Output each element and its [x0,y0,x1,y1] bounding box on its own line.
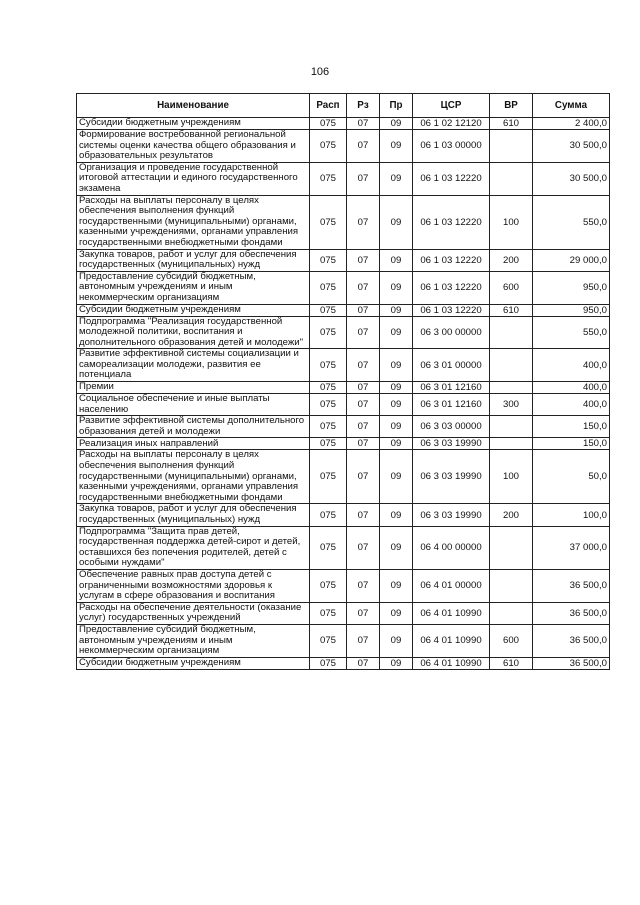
row-csr: 06 3 03 19990 [413,450,490,504]
row-rasp: 075 [310,349,347,382]
row-rasp: 075 [310,416,347,438]
row-csr: 06 3 01 12160 [413,394,490,416]
row-pr: 09 [380,349,413,382]
table-row [77,504,610,526]
row-rz: 07 [347,382,380,394]
row-sum: 36 500,0 [533,569,610,602]
row-vr [490,349,533,382]
header-name: Наименование [77,94,310,118]
row-rz: 07 [347,450,380,504]
row-rz: 07 [347,118,380,130]
row-vr: 200 [490,249,533,271]
row-pr: 09 [380,438,413,450]
row-rz: 07 [347,162,380,195]
row-csr: 06 4 01 00000 [413,569,490,602]
row-pr: 09 [380,569,413,602]
row-vr: 100 [490,195,533,249]
header-rz: Рз [347,94,380,118]
row-sum: 36 500,0 [533,602,610,624]
row-sum: 400,0 [533,394,610,416]
row-rz: 07 [347,657,380,669]
row-name: Подпрограмма "Защита прав детей, государственная поддержка детей-сирот и детей, оставшихся без попечения родителей, детей с особыми нуждами" [77,526,310,569]
row-rz: 07 [347,195,380,249]
row-name: Расходы на обеспечение деятельности (оказание услуг) государственных учреждений [77,602,310,624]
row-rz: 07 [347,504,380,526]
row-rz: 07 [347,394,380,416]
row-csr: 06 4 01 10990 [413,602,490,624]
row-csr: 06 4 01 10990 [413,657,490,669]
header-sum: Сумма [533,94,610,118]
row-rz: 07 [347,438,380,450]
table-header-row [77,94,610,118]
row-csr: 06 4 01 10990 [413,624,490,657]
row-sum: 950,0 [533,304,610,316]
row-rz: 07 [347,316,380,349]
row-rasp: 075 [310,195,347,249]
row-rasp: 075 [310,162,347,195]
row-rasp: 075 [310,271,347,304]
row-pr: 09 [380,130,413,163]
row-csr: 06 3 03 19990 [413,438,490,450]
table-row [77,130,610,163]
row-rz: 07 [347,130,380,163]
row-sum: 550,0 [533,316,610,349]
row-csr: 06 1 03 12220 [413,271,490,304]
row-rasp: 075 [310,394,347,416]
row-name: Реализация иных направлений [77,438,310,450]
row-vr: 610 [490,304,533,316]
row-rasp: 075 [310,382,347,394]
row-rasp: 075 [310,304,347,316]
row-name: Предоставление субсидий бюджетным, автономным учреждениям и иным некоммерческим организациям [77,271,310,304]
row-name: Формирование востребованной региональной системы оценки качества общего образования и образовательных результатов [77,130,310,163]
table-row [77,416,610,438]
row-sum: 100,0 [533,504,610,526]
row-vr [490,569,533,602]
row-csr: 06 3 00 00000 [413,316,490,349]
row-vr [490,602,533,624]
row-sum: 400,0 [533,349,610,382]
row-sum: 29 000,0 [533,249,610,271]
row-pr: 09 [380,602,413,624]
table-row [77,526,610,569]
table-row [77,271,610,304]
row-rz: 07 [347,602,380,624]
table-row [77,569,610,602]
row-rz: 07 [347,416,380,438]
row-csr: 06 1 03 00000 [413,130,490,163]
row-rasp: 075 [310,602,347,624]
table-row [77,162,610,195]
row-pr: 09 [380,394,413,416]
row-name: Расходы на выплаты персоналу в целях обеспечения выполнения функций государственными (муниципальными) органами, казенными учреждениями, органами управления государственными внебюджетными фондами [77,195,310,249]
row-rz: 07 [347,526,380,569]
row-pr: 09 [380,624,413,657]
row-csr: 06 3 01 12160 [413,382,490,394]
row-rz: 07 [347,624,380,657]
row-pr: 09 [380,249,413,271]
row-pr: 09 [380,195,413,249]
row-csr: 06 1 02 12120 [413,118,490,130]
row-vr: 200 [490,504,533,526]
row-pr: 09 [380,271,413,304]
row-csr: 06 1 03 12220 [413,249,490,271]
row-name: Субсидии бюджетным учреждениям [77,304,310,316]
row-csr: 06 1 03 12220 [413,195,490,249]
row-pr: 09 [380,304,413,316]
row-sum: 37 000,0 [533,526,610,569]
row-name: Закупка товаров, работ и услуг для обеспечения государственных (муниципальных) нужд [77,249,310,271]
row-rz: 07 [347,271,380,304]
row-rz: 07 [347,349,380,382]
row-pr: 09 [380,450,413,504]
row-name: Субсидии бюджетным учреждениям [77,657,310,669]
row-rasp: 075 [310,130,347,163]
row-rasp: 075 [310,438,347,450]
row-vr [490,130,533,163]
row-vr [490,438,533,450]
row-csr: 06 3 03 00000 [413,416,490,438]
row-vr: 300 [490,394,533,416]
row-sum: 950,0 [533,271,610,304]
row-csr: 06 3 03 19990 [413,504,490,526]
row-name: Субсидии бюджетным учреждениям [77,118,310,130]
row-rasp: 075 [310,118,347,130]
table-row [77,450,610,504]
table-row [77,316,610,349]
row-name: Развитие эффективной системы дополнительного образования детей и молодежи [77,416,310,438]
table-row [77,602,610,624]
header-pr: Пр [380,94,413,118]
row-vr [490,382,533,394]
row-vr: 610 [490,118,533,130]
row-name: Обеспечение равных прав доступа детей с ограниченными возможностями здоровья к услугам в сфере образования и воспитания [77,569,310,602]
row-rasp: 075 [310,249,347,271]
table-row [77,624,610,657]
row-sum: 36 500,0 [533,624,610,657]
row-sum: 400,0 [533,382,610,394]
row-vr: 610 [490,657,533,669]
row-name: Организация и проведение государственной итоговой аттестации и единого государственного экзамена [77,162,310,195]
row-rasp: 075 [310,316,347,349]
header-vr: ВР [490,94,533,118]
row-rz: 07 [347,569,380,602]
row-vr [490,316,533,349]
row-csr: 06 1 03 12220 [413,304,490,316]
table-row [77,249,610,271]
budget-table [76,93,610,670]
table-row [77,382,610,394]
row-pr: 09 [380,316,413,349]
row-sum: 30 500,0 [533,130,610,163]
row-pr: 09 [380,118,413,130]
table-row [77,394,610,416]
row-name: Развитие эффективной системы социализации и самореализации молодежи, развития ее потенциала [77,349,310,382]
row-rasp: 075 [310,504,347,526]
header-rasp: Расп [310,94,347,118]
header-csr: ЦСР [413,94,490,118]
table-row [77,118,610,130]
table-row [77,438,610,450]
row-vr: 600 [490,624,533,657]
row-csr: 06 3 01 00000 [413,349,490,382]
row-sum: 36 500,0 [533,657,610,669]
row-sum: 150,0 [533,438,610,450]
row-vr [490,526,533,569]
row-csr: 06 1 03 12220 [413,162,490,195]
row-pr: 09 [380,382,413,394]
row-pr: 09 [380,416,413,438]
row-name: Подпрограмма "Реализация государственной молодежной политики, воспитания и дополнительного образования детей и молодежи" [77,316,310,349]
page-number: 106 [310,66,330,78]
row-rz: 07 [347,249,380,271]
row-name: Социальное обеспечение и иные выплаты населению [77,394,310,416]
row-sum: 50,0 [533,450,610,504]
row-name: Премии [77,382,310,394]
row-name: Закупка товаров, работ и услуг для обеспечения государственных (муниципальных) нужд [77,504,310,526]
row-sum: 150,0 [533,416,610,438]
row-rz: 07 [347,304,380,316]
row-sum: 550,0 [533,195,610,249]
row-rasp: 075 [310,624,347,657]
row-vr [490,416,533,438]
row-rasp: 075 [310,450,347,504]
row-rasp: 075 [310,569,347,602]
row-sum: 30 500,0 [533,162,610,195]
table-row [77,304,610,316]
row-name: Предоставление субсидий бюджетным, автономным учреждениям и иным некоммерческим организациям [77,624,310,657]
row-pr: 09 [380,526,413,569]
row-name: Расходы на выплаты персоналу в целях обеспечения выполнения функций государственными (муниципальными) органами, казенными учреждениями, органами управления государственными внебюджетными фондами [77,450,310,504]
row-pr: 09 [380,504,413,526]
row-vr: 600 [490,271,533,304]
row-csr: 06 4 00 00000 [413,526,490,569]
row-vr [490,162,533,195]
table-row [77,349,610,382]
row-pr: 09 [380,657,413,669]
row-pr: 09 [380,162,413,195]
row-vr: 100 [490,450,533,504]
row-sum: 2 400,0 [533,118,610,130]
row-rasp: 075 [310,526,347,569]
row-rasp: 075 [310,657,347,669]
table-row [77,195,610,249]
table-row [77,657,610,669]
